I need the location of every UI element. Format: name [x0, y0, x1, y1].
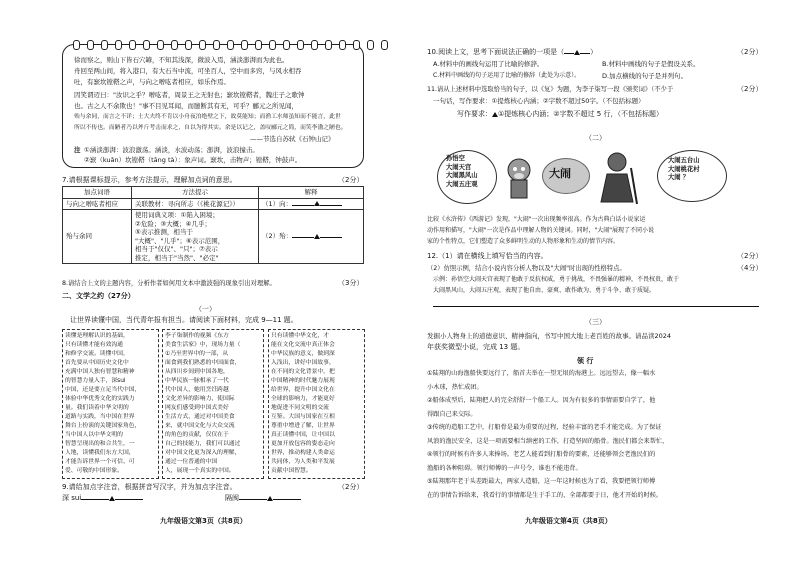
question-12: 12.（1）请在横线上填写恰当的内容。 [427, 252, 548, 260]
blank-label: 隔阂 [225, 494, 239, 502]
table-cell: 与向之噌吰者相应 [63, 198, 132, 210]
monkey-king-icon [501, 156, 537, 200]
text-line: 中国精神的时代魅力展现 [271, 378, 335, 384]
text-line: 首先要从中国历史文化中 [65, 360, 129, 366]
score: （2分） [338, 483, 364, 491]
text-line: 风浪的渔民安全，这是一项需要相当缜密的工作，打造坚固的船骨。渔民们都会来帮忙， [427, 437, 669, 445]
table-cell [132, 210, 259, 264]
text-line: 网友们感受到中国式美好 [165, 405, 229, 411]
table-header: 解释 [259, 187, 364, 199]
passage-source: ——节选自苏轼《石钟山记》 [250, 135, 335, 143]
answer-line[interactable] [433, 306, 759, 307]
text-line: ④领行的时候有许多人来捧场。老艺人能看到打船骨的要素，还能够领会老渔民们的 [427, 451, 656, 458]
text-line: 当中国人以中华文明的 [65, 432, 123, 438]
text-line: 入浅出，讲好中国故事， [271, 360, 335, 366]
score: （3分） [338, 279, 364, 287]
question-8: 8.请结合上文的主题内容，分析作者如何用文本中激波强的现象引出对理解。 [62, 280, 276, 287]
text-line: ③传统的造船工艺中，打船骨是最为重要的过程，经验丰富的老手才能完成。为了保证 [427, 424, 662, 431]
question-10: 10.阅读上文，思考下面说法正确的一项是（ ） [427, 48, 598, 56]
method-line: 推定，相当于"当然"、"必定" [135, 253, 219, 262]
text-line: 中国，还是要立足当代中国， [65, 387, 141, 393]
text-line: 中华民族的意义，做到深 [271, 351, 335, 357]
text-line: 读懂是理解认识的基础， [65, 333, 129, 339]
question-9: 9.请给加点字注音，根据拼音写汉字，并为加点字注音。 [62, 483, 237, 491]
text-line: 渔船的各种阻碍。领行师傅的一声号令，谁也不能违背。 [427, 464, 582, 472]
blank-label: 深 sui [62, 494, 82, 502]
table-header: 方法提示 [132, 187, 259, 199]
question-11-line2: 一句话，写作要求：①提炼核心内涵；②字数不超过50字。（不包括标题） [433, 97, 645, 105]
text-line: 更加开放包容的姿态走向 [271, 441, 335, 447]
method-table [62, 186, 364, 264]
paragraph-line: 动作用和描写，"大闹"一次是作品中理解人物的关键词。同时，"大闹"展现了不同小说 [427, 227, 655, 234]
score: （2分） [338, 176, 364, 184]
page-footer: 九年级语文第3页（共8页） [160, 517, 247, 525]
text-line: 智慧呈现出的和合共生，一 [65, 441, 135, 447]
answer-label: （1）向： [262, 199, 293, 208]
passage-line: 舟回至两山间，将入港口，有大石当中流，可坐百人，空中而多窍，与风水相吞 [74, 67, 302, 75]
story-title: 领 行 [577, 357, 594, 365]
paragraph-line: 家的个性特点，它们塑造了众多鲜明生动的人物形象和生动的情节内容。 [427, 238, 620, 245]
note-line: ①涵淡澎湃：波浪激荡。涵淡，水波动荡；澎湃，波浪撞击。 [84, 146, 259, 154]
subsection-label: （三） [585, 318, 606, 326]
method-line: ②危险；③大概；④几乎； [135, 219, 211, 228]
text-line: 人地，读懂我们东方大国， [65, 450, 135, 456]
text-line: 美食生活家》中，现场力量（ [165, 342, 241, 348]
text-line: 充满中国人独有智慧和精神 [65, 369, 135, 375]
right-page [397, 0, 794, 562]
text-line: 生活方式，通过对中国美食 [165, 414, 235, 420]
text-line: ②船体成型后，陆翔把人的完全舒舒一个船工人。因为有很多的事情需要自学了，他 [427, 397, 656, 404]
table-cell: 殆与余同 [63, 210, 132, 264]
center-cloud-text: 大闹 [549, 167, 571, 180]
score: （2分） [737, 85, 763, 93]
warrior-icon [595, 150, 639, 206]
note-label: 注 [74, 146, 81, 154]
text-line: ⑤陆翔那年老于头差距最大，两家人造船，这一年这时候也为了看，我要把领行师傅 [427, 478, 656, 485]
score: （4分） [737, 264, 763, 272]
text-line: 量。我们读着中华文明的 [65, 405, 129, 411]
method-line: "大概"、"儿乎"；⑥表示范围， [135, 236, 225, 245]
method-line: 相当于"仅仅"、"只"；⑦表示 [135, 245, 218, 253]
passage-line: 也。古之人不余欺也！"事不目见耳闻，而臆断其有无，可乎？郦元之所见闻， [74, 102, 298, 110]
text-line: 尊重中增进了解，让世界 [271, 423, 335, 429]
text-line: 真正读懂中国，让中国以 [271, 432, 335, 438]
answer-cell[interactable] [259, 198, 364, 210]
subsection-label: （二） [585, 134, 606, 142]
text-line: 世界，推动构建人类命运 [271, 450, 335, 456]
answer-cell[interactable] [259, 210, 364, 264]
text-line: 在不同的文化背景中，把 [271, 369, 335, 375]
text-line: 只有读懂中华文化，才 [271, 333, 329, 339]
text-line: 才能告诉世界一个可信、可 [65, 459, 135, 465]
option-b[interactable]: B.材料中画线的句子是假设关系。 [602, 60, 700, 68]
option-c[interactable]: C.材料中画线的句子运用了比喻的修辞（此处为示意）。 [433, 72, 581, 79]
blank-1[interactable] [62, 494, 143, 503]
option-a[interactable]: A.材料中的画线句运用了比喻的修辞。 [433, 60, 544, 68]
text-line: 的智慧力量入手，深sui [65, 378, 126, 384]
section-intro: 年获奖微型小说，完成 13 题。 [427, 343, 525, 351]
option-d[interactable]: D.加点横线的句子是并列句。 [602, 72, 688, 80]
score: （2分） [737, 252, 763, 260]
text-line: 自己的技能力，我们可以通过 [165, 441, 241, 447]
text-line: 从四川乡间到中国各地， [165, 369, 229, 375]
text-line: 通过一位普通的中国 [165, 459, 218, 465]
passage-line: 因笑谓迈曰："汝识之乎？噌吰者，周景王之无射也；窾坎镗鞳者，魏庄子之歌钟 [74, 91, 305, 99]
text-line: 体验中华优秀文化的实践力 [65, 396, 135, 402]
question-7: 7.请根据课标提示，参考方法提示，理解加点词的意思。 [62, 176, 237, 184]
section-title: 二、文学之约（27分） [62, 292, 135, 300]
text-line: 李子柒制作的视频《东方 [165, 333, 229, 339]
text-line: 面食到我们熟悉的中国面食， [165, 360, 241, 366]
score: （2分） [737, 48, 763, 56]
passage-line: 徐而察之，则山下皆石穴罅，不知其浅深，微波入焉，涵淡澎湃而为此也。 [74, 56, 289, 64]
subsection-label: （一） [195, 305, 216, 313]
text-line: 道路与实践，当中国在世界 [65, 414, 135, 420]
table-cell: 关联教材：寻向所志（《桃花源记》） [132, 198, 259, 210]
table-header: 加点词语 [63, 187, 132, 199]
question-11: 11.请从上述材料中选取恰当的句子，以《复》为题，为李子柒写一段《颁奖词》（不少于 [427, 86, 674, 93]
page-footer: 九年级语文第4页（共8页） [525, 517, 612, 525]
text-line: ①陆翔的山海渔船快要远行了，船首夫举在一望无垠的海港上。远远望去，像一幅水 [427, 370, 656, 377]
answer-label: （2）殆： [262, 232, 293, 241]
text-line: 得跟自己来交际。 [427, 410, 477, 418]
passage-line: 所以不传也。而陋者乃以斧斤考击而求之，自以为得其实。余是以记之，盖叹郦元之简，而笑李渤之陋也。 [74, 125, 347, 131]
text-line: 来，就中国文化与大众交流 [165, 423, 235, 429]
example-line: 大闹黑风山，大闹五庄观，表现了他自由、豪爽、敢作敢为、勇于斗争、敢于质疑。 [433, 287, 656, 294]
example-line: 示例：孙悟空大闹天宫表现了他敢于反抗权威，勇于挑战，不畏强暴的精神，不畏权贵，敢于 [433, 276, 680, 283]
text-line: 对中国文化更为深入的理解， [165, 450, 241, 456]
text-line: 互鉴。大国与国家在互相 [271, 414, 335, 420]
text-line: 在的事情告诉给来，我看行的事情都是生于手工的，全部都要于日，他才开始的时候。 [427, 491, 663, 499]
section-intro: 发掘小人物身上的道德意识、精神指向，书写中国大地上老百姓的故事。请品读2024 [427, 332, 672, 340]
note-line: ②窾（kuǎn）坎镗鞳（tāng tà）：象声词。窾坎，击物声；镗鞳，钟鼓声。 [84, 156, 302, 164]
cloud-left: 孙悟空 大闹天宫 大闹黑风山 大闹五庄观 [437, 150, 497, 204]
text-line: 中华民族一脉相承了一代 [165, 378, 229, 384]
passage-line: 吐，有窾坎镗鞳之声，与向之噌吰者相应，如乐作焉。 [74, 78, 230, 86]
text-line: 和修学交流。读懂中国， [65, 351, 129, 357]
text-line: 文化差异的影响力，使国际 [165, 396, 235, 402]
method-line: ⑤表示推测，相当于 [135, 228, 193, 236]
text-line: 舞台上扮演的关键国家角色， [65, 423, 141, 429]
text-line: 全球的影响力，才能更好 [271, 396, 335, 402]
text-line: 能在文化交流中真正体会 [271, 342, 335, 348]
text-line: 只有读懂才能有效沟通 [65, 342, 123, 348]
text-line: 小木球，热忙成团。 [427, 383, 483, 391]
text-line: 地促进不同文明的交流 [271, 405, 329, 411]
text-line: 共同体，为人类和平发展 [271, 459, 335, 465]
text-line: ①乃至世界中的一部，从 [165, 351, 229, 357]
cloud-right: 大闹五台山 大闹桃花村 大闹 ？ [657, 150, 727, 202]
text-line: 爱、可敬的中国形象。 [65, 468, 123, 474]
text-line: 代中国人，她用烹饪跨越 [165, 387, 229, 393]
paragraph-line: 比较《水浒传》《西游记》发现，"大闹"一次出现频率很高。作为古典白话小说家运 [427, 216, 646, 223]
text-line: 人，展现一个真实的中国。 [165, 468, 235, 474]
text-line: 给世界，提升中国文化在 [271, 387, 335, 393]
method-line: 使用词典义项：①陷入困境； [135, 211, 219, 219]
writing-requirement: 写作要求： ①提炼核心内涵；②字数不超过 5 行，（不包括标题） [457, 110, 663, 118]
text-line: 贡献中国智慧。 [271, 468, 312, 474]
spiral-binding [73, 40, 388, 50]
section-intro: 让世界读懂中国，当代青年报有担当。请阅读下面材料，完成 9—11 题。 [70, 316, 298, 324]
blank-2[interactable] [225, 494, 301, 503]
question-12-sub2: （2）仿照示例，结合小说内容分析人物以及"大闹"时出现的性格特点。 [427, 265, 626, 272]
passage-line: 殆与余同，而言之不详；士大夫终不肯以小舟夜泊绝壁之下，故莫能知；而渔工水师虽知而不能言，此世 [74, 114, 341, 120]
text-line: 的角色的贡献，仅仅在于 [165, 432, 229, 438]
